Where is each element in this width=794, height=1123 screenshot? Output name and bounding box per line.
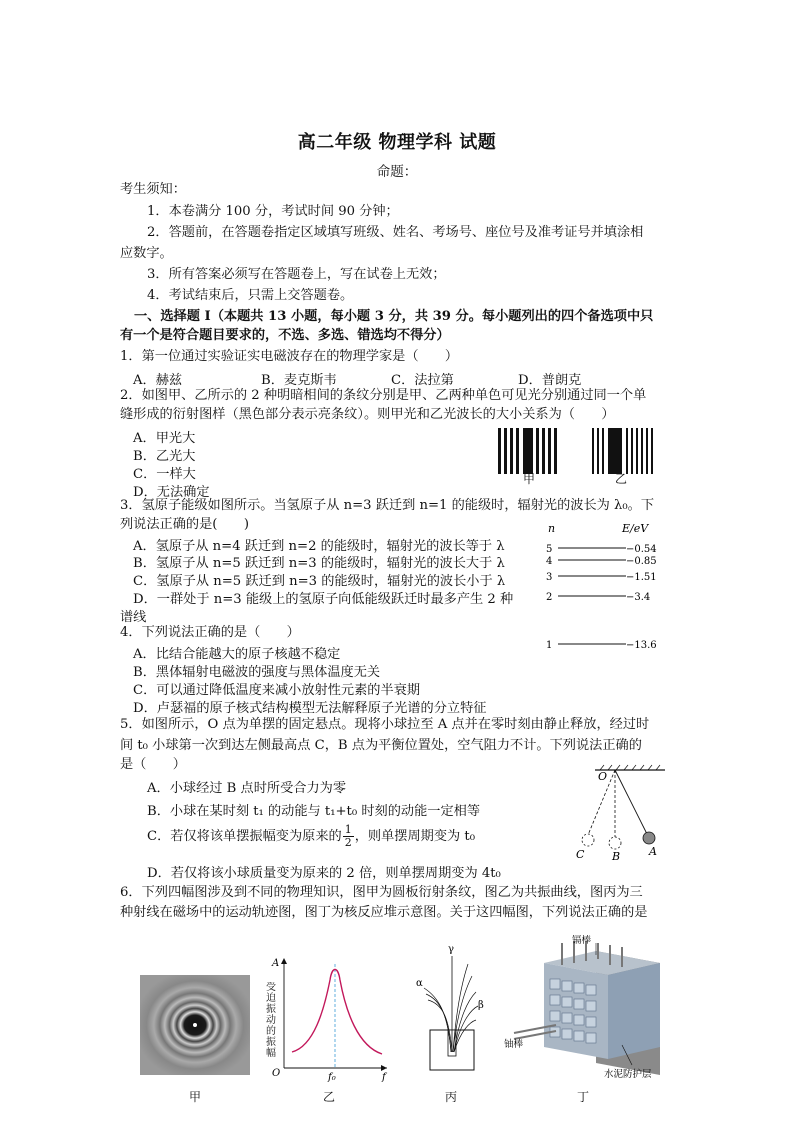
notice-item: 4．考试结束后，只需上交答题卷。: [147, 288, 354, 303]
fraction-one-half: [343, 824, 354, 849]
question-stem: 1．第一位通过实验证实电磁波存在的物理学家是（ ）: [120, 349, 459, 364]
diffraction-pattern-jia: [498, 428, 557, 474]
circular-diffraction-image: [140, 975, 250, 1075]
level-n: 1: [546, 640, 553, 651]
question-stem: 6．下列四幅图涉及到不同的物理知识，图甲为圆板衍射条纹，图乙为共振曲线，图丙为三: [120, 885, 643, 900]
option-c-text: C．若仅将该单摆振幅变为原来的: [147, 829, 342, 844]
concrete-shield-label: 水泥防护层: [604, 1069, 652, 1080]
figure-label-yi: 乙: [615, 472, 628, 486]
question-stem: 是（ ）: [120, 757, 186, 772]
cadmium-rod-label: 镉棒: [572, 935, 592, 946]
option-d: D．若仅将该小球质量变为原来的 2 倍，则单摆周期变为 4t₀: [147, 866, 501, 881]
label-c: C: [576, 848, 585, 861]
question-stem: 列说法正确的是( ): [120, 517, 249, 532]
notice-item: 应数字。: [120, 246, 173, 261]
ball-position-a: [643, 832, 655, 844]
option-b: B．小球在某时刻 t₁ 的动能与 t₁+t₀ 时刻的动能一定相等: [147, 804, 481, 819]
gamma-label: γ: [448, 944, 454, 955]
label-o: O: [598, 770, 608, 783]
question-stem: 5．如图所示，O 点为单摆的固定悬点。现将小球拉至 A 点并在零时刻由静止释放，经过时: [120, 717, 650, 732]
ball-position-b: [609, 837, 621, 849]
fraction-numerator: 1: [344, 823, 352, 836]
question-stem: 2．如图甲、乙所示的 2 种明暗相间的条纹分别是甲、乙两种单色可见光分别通过同一个单: [120, 388, 647, 403]
level-n: 2: [546, 592, 553, 603]
question-stem: 缝形成的衍射图样（黑色部分表示亮条纹）。则甲光和乙光波长的大小关系为（ ）: [120, 407, 615, 422]
option-a: A．赫兹: [133, 373, 183, 388]
section-heading: 有一个是符合题目要求的，不选、多选、错选均不得分）: [120, 328, 450, 343]
energy-level-diagram: [540, 520, 670, 655]
option-a: A．甲光大: [133, 431, 196, 446]
x-axis-arrow: [381, 1065, 387, 1071]
y-axis-arrow: [281, 958, 287, 964]
level-energy: −0.54: [626, 544, 657, 555]
option-c: [147, 822, 475, 852]
resonance-curve: [292, 970, 382, 1055]
label-a: A: [649, 845, 657, 858]
ceiling-hatch: [600, 765, 660, 770]
alpha-label: α: [416, 978, 423, 989]
notice-item: 1．本卷满分 100 分，考试时间 90 分钟；: [147, 204, 399, 219]
figure-label-ding: 丁: [577, 1090, 590, 1104]
notice-item: 2．答题前，在答题卷指定区域填写班级、姓名、考场号、座位号及准考证号并填涂相: [147, 225, 644, 240]
option-c: C．氢原子从 n=5 跃迁到 n=3 的能级时，辐射光的波长小于 λ: [133, 574, 506, 589]
diffraction-pattern-yi: [592, 428, 653, 474]
f-label: f: [382, 1072, 386, 1083]
level-n: 4: [546, 556, 553, 567]
section-heading: 一、选择题 I（本题共 13 小题，每小题 3 分，共 39 分。每小题列出的四个备选项中只: [134, 309, 654, 324]
notice-heading: 考生须知：: [120, 182, 186, 197]
question-stem: 种射线在磁场中的运动轨迹图，图丁为核反应堆示意图。关于这四幅图，下列说法正确的是: [120, 905, 648, 920]
radiation-tracks-figure: [410, 942, 490, 1077]
label-b: B: [612, 850, 621, 862]
y-vertical-label: 受迫振动的振幅: [266, 982, 276, 1059]
option-a: A．氢原子从 n=4 跃迁到 n=2 的能级时，辐射光的波长等于 λ: [133, 539, 505, 554]
figure-label-jia: 甲: [189, 1090, 202, 1104]
figure-label-jia: 甲: [523, 472, 536, 486]
origin-label: O: [272, 1068, 281, 1079]
question-stem: 3．氢原子能级如图所示。当氢原子从 n=3 跃迁到 n=1 的能级时，辐射光的波长为 λ₀。下: [120, 498, 655, 513]
reactor-side: [608, 963, 660, 1059]
option-d: D．普朗克: [518, 373, 582, 388]
level-n: 5: [546, 544, 553, 555]
option-c: C．法拉第: [391, 373, 454, 388]
resonance-curve-figure: [262, 950, 392, 1085]
option-b: B．黑体辐射电磁波的强度与黑体温度无关: [133, 665, 381, 680]
beta-label: β: [478, 1000, 484, 1011]
question-stem: 间 t₀ 小球第一次到达左侧最高点 C，B 点为平衡位置处，空气阻力不计。下列说法正确的: [120, 738, 642, 753]
option-a: A．比结合能越大的原子核越不稳定: [133, 647, 341, 662]
level-energy: −0.85: [626, 556, 657, 567]
uranium-rod-label: 铀棒: [504, 1039, 524, 1050]
option-a: A．小球经过 B 点时所受合力为零: [147, 781, 347, 796]
energy-axis-label: E/eV: [622, 522, 649, 535]
question-stem: 4．下列说法正确的是（ ）: [120, 625, 300, 640]
level-energy: −1.51: [626, 572, 657, 583]
figure-label-yi: 乙: [323, 1090, 336, 1104]
page-title: 高二年级 物理学科 试题: [297, 132, 497, 153]
fraction-denominator: 2: [344, 836, 352, 849]
pendulum-figure: [570, 762, 670, 862]
option-b: B．氢原子从 n=5 跃迁到 n=3 的能级时，辐射光的波长大于 λ: [133, 556, 505, 571]
option-b: B．乙光大: [133, 449, 196, 464]
figure-label-bing: 丙: [445, 1090, 458, 1104]
nuclear-reactor-figure: [500, 935, 675, 1085]
diffraction-pattern-figure: [490, 424, 670, 490]
notice-item: 3．所有答案必须写在答题卷上，写在试卷上无效；: [147, 267, 446, 282]
option-d: D．一群处于 n=3 能级上的氢原子向低能级跃迁时最多产生 2 种: [133, 592, 514, 607]
level-n: 3: [546, 572, 553, 583]
y-axis-label: A: [272, 958, 280, 969]
poisson-spot: [193, 1023, 197, 1027]
n-axis-label: n: [548, 522, 556, 535]
level-energy: −13.6: [626, 640, 657, 651]
option-d: D．卢瑟福的原子核式结构模型无法解释原子光谱的分立特征: [133, 701, 487, 716]
option-d-cont: 谱线: [120, 610, 147, 625]
level-energy: −3.4: [626, 592, 651, 603]
option-c: C．一样大: [133, 467, 196, 482]
f0-label: f₀: [328, 1072, 336, 1083]
y-vertical-label-box: [266, 982, 280, 1062]
option-c-text: ，则单摆周期变为 t₀: [354, 829, 475, 844]
option-d: D．无法确定: [133, 485, 210, 500]
author-line: 命题：: [376, 164, 418, 180]
pendulum-string-a: [615, 770, 647, 834]
option-b: B．麦克斯韦: [261, 373, 337, 388]
option-c: C．可以通过降低温度来减小放射性元素的半衰期: [133, 683, 421, 698]
ball-position-c: [582, 834, 594, 846]
